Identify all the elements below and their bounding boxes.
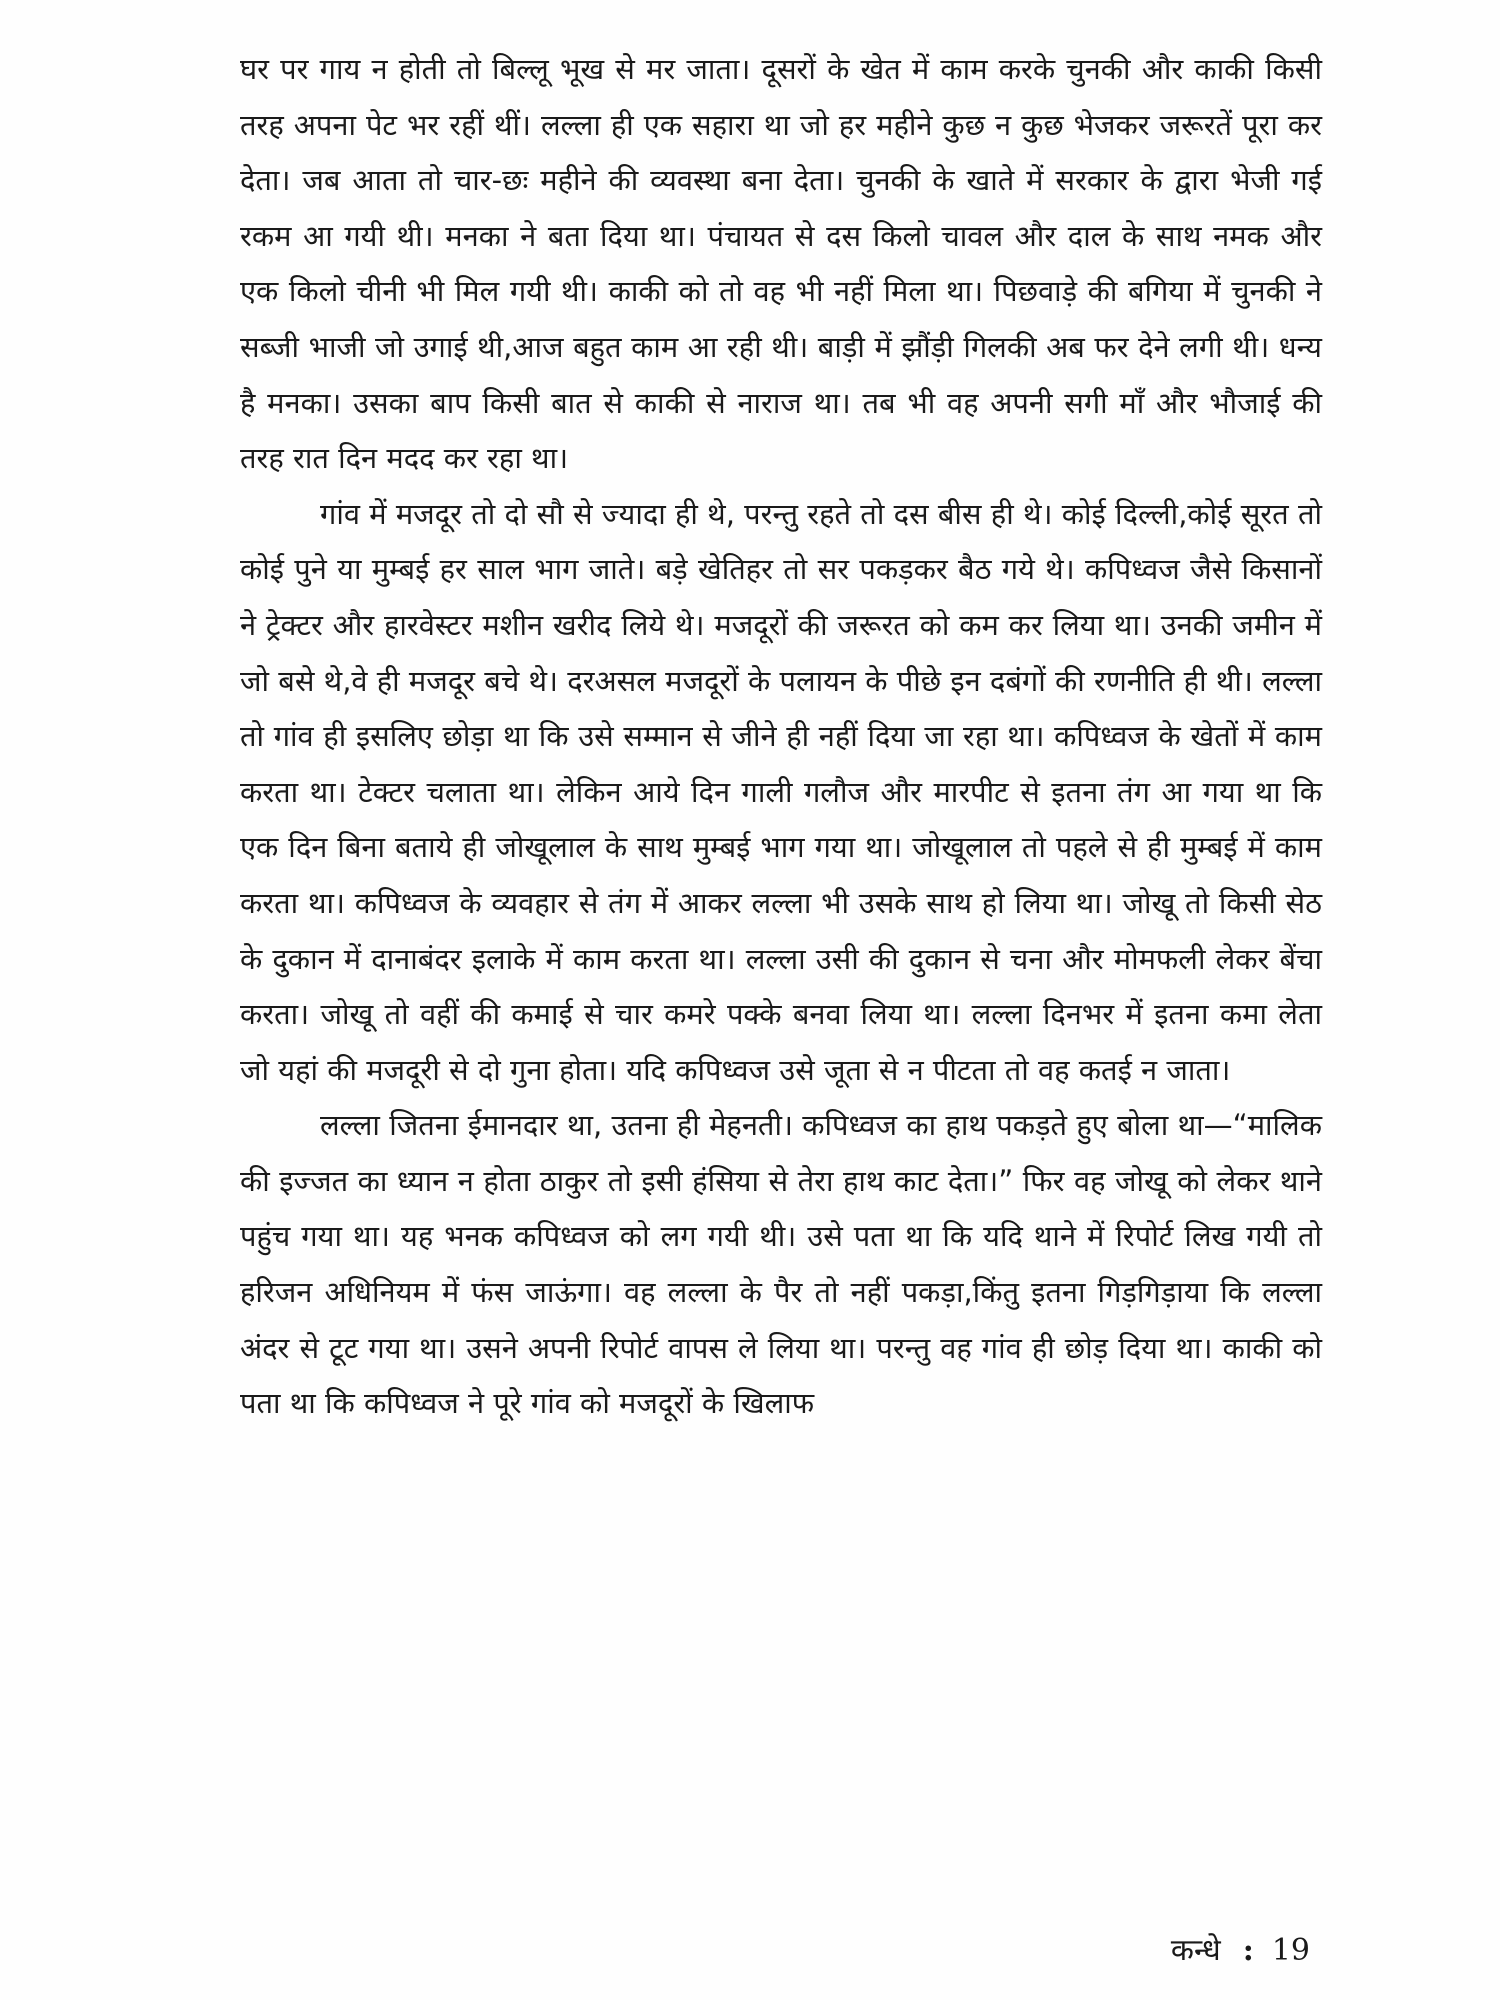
- paragraph-1: घर पर गाय न होती तो बिल्लू भूख से मर जाता। दूसरों के खेत में काम करके चुनकी और काकी किसी तरह अपना पेट भर रहीं थीं। लल्ला ही एक सहारा था जो हर महीने कुछ न कुछ भेजकर जरूरतें पूरा कर देता। जब आता तो चार-छः महीने की व्यवस्था बना देता। चुनकी के खाते में सरकार के द्वारा भेजी गई रकम आ गयी थी। मनका ने बता दिया था। पंचायत से दस किलो चावल और दाल के साथ नमक और एक किलो चीनी भी मिल गयी थी। काकी को तो वह भी नहीं मिला था। पिछवाड़े की बगिया में चुनकी ने सब्जी भाजी जो उगाई थी,आज बहुत काम आ रही थी। बाड़ी में झौंड़ी गिलकी अब फर देने लगी थी। धन्य है मनका। उसका बाप किसी बात से काकी से नाराज था। तब भी वह अपनी सगी माँ और भौजाई की तरह रात दिन मदद कर रहा था।: [240, 52, 1322, 476]
- paragraph-3: लल्ला जितना ईमानदार था, उतना ही मेहनती। कपिध्वज का हाथ पकड़ते हुए बोला था—“मालिक की इज्जत का ध्यान न होता ठाकुर तो इसी हंसिया से तेरा हाथ काट देता।” फिर वह जोखू को लेकर थाने पहुंच गया था। यह भनक कपिध्वज को लग गयी थी। उसे पता था कि यदि थाने में रिपोर्ट लिख गयी तो हरिजन अधिनियम में फंस जाऊंगा। वह लल्ला के पैर तो नहीं पकड़ा,किंतु इतना गिड़गिड़ाया कि लल्ला अंदर से टूट गया था। उसने अपनी रिपोर्ट वापस ले लिया था। परन्तु वह गांव ही छोड़ दिया था। काकी को पता था कि कपिध्वज ने पूरे गांव को मजदूरों के खिलाफ: [240, 1108, 1322, 1421]
- body-text: [240, 42, 1322, 1432]
- footer-separator: :: [1242, 1933, 1254, 1968]
- page-footer: [1171, 1928, 1310, 1969]
- paragraph-2: गांव में मजदूर तो दो सौ से ज्यादा ही थे, परन्तु रहते तो दस बीस ही थे। कोई दिल्ली,कोई सूरत तो कोई पुने या मुम्बई हर साल भाग जाते। बड़े खेतिहर तो सर पकड़कर बैठ गये थे। कपिध्वज जैसे किसानों ने ट्रेक्टर और हारवेस्टर मशीन खरीद लिये थे। मजदूरों की जरूरत को कम कर लिया था। उनकी जमीन में जो बसे थे,वे ही मजदूर बचे थे। दरअसल मजदूरों के पलायन के पीछे इन दबंगों की रणनीति ही थी। लल्ला तो गांव ही इसलिए छोड़ा था कि उसे सम्मान से जीने ही नहीं दिया जा रहा था। कपिध्वज के खेतों में काम करता था। टेक्टर चलाता था। लेकिन आये दिन गाली गलौज और मारपीट से इतना तंग आ गया था कि एक दिन बिना बताये ही जोखूलाल के साथ मुम्बई भाग गया था। जोखूलाल तो पहले से ही मुम्बई में काम करता था। कपिध्वज के व्यवहार से तंग में आकर लल्ला भी उसके साथ हो लिया था। जोखू तो किसी सेठ के दुकान में दानाबंदर इलाके में काम करता था। लल्ला उसी की दुकान से चना और मोमफली लेकर बेंचा करता। जोखू तो वहीं की कमाई से चार कमरे पक्के बनवा लिया था। लल्ला दिनभर में इतना कमा लेता जो यहां की मजदूरी से दो गुना होता। यदि कपिध्वज उसे जूता से न पीटता तो वह कतई न जाता।: [240, 496, 1322, 1087]
- page-number: 19: [1271, 1933, 1310, 1968]
- book-title: कन्धे: [1170, 1933, 1221, 1968]
